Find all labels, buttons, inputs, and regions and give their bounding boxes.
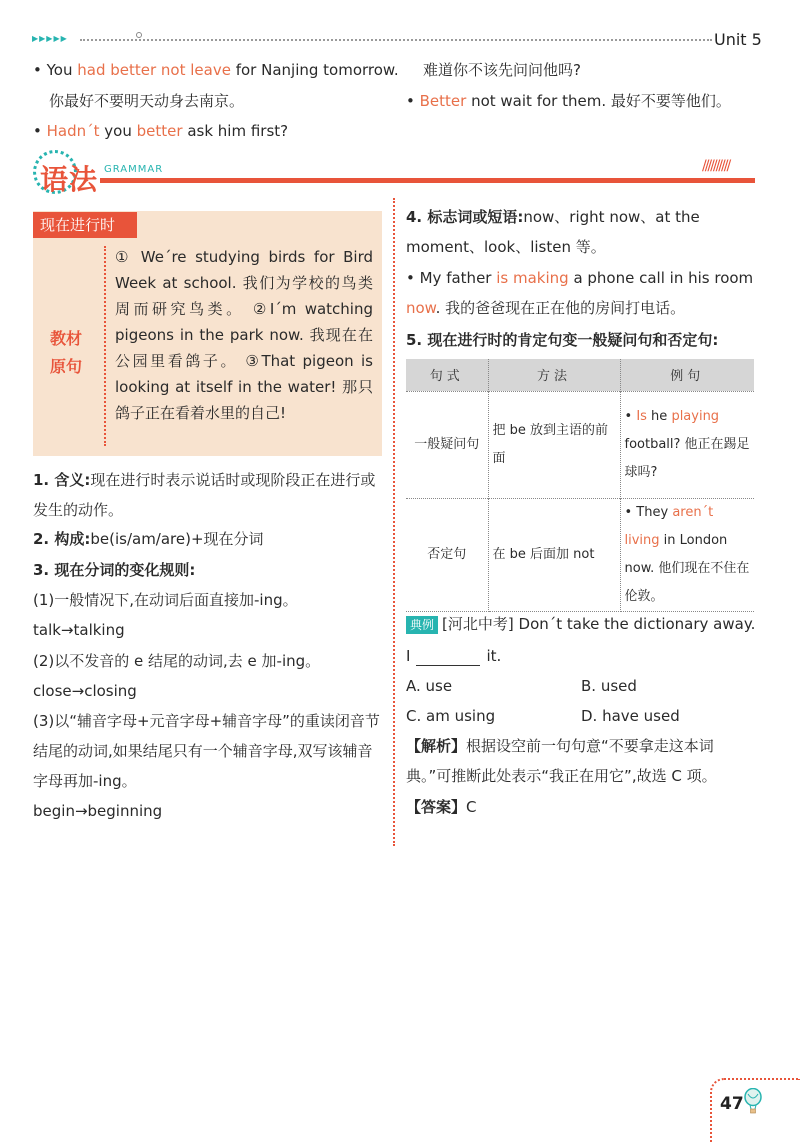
text: • You <box>33 61 78 79</box>
text: • They <box>624 504 673 520</box>
table-row <box>406 498 754 611</box>
example-tag: 典例 <box>406 616 438 634</box>
rule-text: be(is/am/are)+现在分词 <box>90 530 264 548</box>
rule-number: 2. 构成: <box>33 530 91 548</box>
highlight: had better not leave <box>77 61 231 79</box>
option-d: D. have used <box>581 707 680 725</box>
rule-4-example <box>406 263 754 323</box>
grammar-bar <box>100 178 755 183</box>
highlight: Is <box>636 408 647 424</box>
text: ask him first? <box>182 122 289 140</box>
highlight: Better <box>419 92 467 110</box>
table-header: 方法 <box>488 359 620 391</box>
column-divider <box>393 198 395 846</box>
example-question <box>406 614 755 634</box>
grammar-title: 语法 <box>40 163 99 196</box>
highlight: Hadn´t <box>46 122 100 140</box>
table-cell-method: 在 be 后面加 not <box>488 498 620 611</box>
text: I <box>406 647 411 665</box>
text: • <box>406 92 420 110</box>
text: • <box>624 408 637 424</box>
example-translation-2: 难道你不该先问问他吗? <box>423 61 581 79</box>
rule-3c: (3)以“辅音字母+元音字母+辅音字母”的重读闭音节结尾的动词,如果结尾只有一个辅音字母,双写该辅音字母再加-ing。 <box>33 712 380 790</box>
header-dotted-line <box>80 39 712 41</box>
grammar-table <box>406 359 754 612</box>
sample-tab-label: 现在进行时 <box>33 212 137 238</box>
example-sentence-3 <box>406 91 731 111</box>
text: for Nanjing tomorrow. <box>230 61 399 79</box>
text: • <box>33 122 47 140</box>
balloon-icon <box>742 1088 764 1114</box>
question-text: Don´t take the dictionary away. <box>518 615 756 633</box>
rule-4 <box>406 202 754 262</box>
table-header: 例句 <box>620 359 754 391</box>
side-label-line: 原句 <box>49 357 82 376</box>
analysis-label: 【解析】 <box>406 737 467 755</box>
example-sentence-1 <box>33 60 399 80</box>
rule-number: 4. 标志词或短语: <box>406 208 524 226</box>
side-label-line: 教材 <box>49 329 82 348</box>
text: football? 他正在踢足球吗? <box>624 436 750 480</box>
answer <box>406 797 477 817</box>
rule-3: 3. 现在分词的变化规则: <box>33 561 196 579</box>
analysis <box>406 731 754 791</box>
table-header-row <box>406 359 754 391</box>
text: he <box>646 408 672 424</box>
option-a: A. use <box>406 677 453 695</box>
rule-3c-example: begin→beginning <box>33 802 163 820</box>
highlight: better <box>136 122 183 140</box>
analysis-text: 根据设空前一句句意“不要拿走这本词典。”可推断此处表示“我正在用它”,故选 C 项。 <box>406 737 717 785</box>
question-blank-line <box>406 646 501 666</box>
table-cell-type: 否定句 <box>406 498 488 611</box>
text: • My father <box>406 269 497 287</box>
sample-divider <box>104 246 106 446</box>
header-ring-icon <box>136 32 142 38</box>
unit-label: Unit 5 <box>714 30 762 49</box>
rule-number: 1. 含义: <box>33 471 91 489</box>
sample-sentences: ① We´re studying birds for Bird Week at school. 我们为学校的鸟类周而研究鸟类。 ②I´m watching pigeons in the park now. 我现在在公园里看鸽子。 ③That pigeon is looking at itself in the water! 那只鸽子正在看着水里的自己! <box>115 248 373 422</box>
table-cell-example <box>620 391 754 498</box>
example-sentence-2 <box>33 121 288 141</box>
rule-text: 现在进行时表示说话时或现阶段正在进行或发生的动作。 <box>33 471 376 519</box>
rule-3b: (2)以不发音的 e 结尾的动词,去 e 加-ing。 <box>33 652 321 670</box>
highlight: aren´t living <box>624 504 714 548</box>
rule-text: now、right now、at the moment、look、listen 等。 <box>406 208 700 256</box>
example-source: [河北中考] <box>442 615 514 633</box>
highlight: now <box>406 299 436 317</box>
table-cell-type: 一般疑问句 <box>406 391 488 498</box>
grammar-subtitle: GRAMMAR <box>104 164 164 175</box>
table-row <box>406 391 754 498</box>
text: a phone call in his room <box>568 269 754 287</box>
grammar-slashes: ////////// <box>702 158 730 174</box>
table-cell-method: 把 be 放到主语的前面 <box>488 391 620 498</box>
sample-side-label <box>46 325 86 381</box>
text: not wait for them. 最好不要等他们。 <box>466 92 731 110</box>
answer-label: 【答案】 <box>406 798 467 816</box>
answer-text: C <box>466 798 477 816</box>
example-translation-1: 你最好不要明天动身去南京。 <box>49 92 245 110</box>
rule-1 <box>33 465 383 525</box>
table-cell-example <box>620 498 754 611</box>
rule-2 <box>33 529 264 549</box>
highlight: playing <box>671 408 720 424</box>
text: . 我的爸爸现在正在他的房间打电话。 <box>435 299 686 317</box>
text: it. <box>486 647 502 665</box>
text: in London now. 他们现在不住在伦敦。 <box>624 532 750 604</box>
table-header: 句式 <box>406 359 488 391</box>
answer-blank <box>416 652 480 666</box>
page-number: 47 <box>720 1094 744 1114</box>
option-b: B. used <box>581 677 637 695</box>
rule-3b-example: close→closing <box>33 682 137 700</box>
text: you <box>99 122 137 140</box>
rule-3a: (1)一般情况下,在动词后面直接加-ing。 <box>33 591 298 609</box>
rule-5: 5. 现在进行时的肯定句变一般疑问句和否定句: <box>406 331 719 349</box>
rule-3a-example: talk→talking <box>33 621 125 639</box>
option-c: C. am using <box>406 707 496 725</box>
highlight: is making <box>496 269 569 287</box>
decorative-arrows: ▶▶▶▶▶ <box>32 34 68 43</box>
